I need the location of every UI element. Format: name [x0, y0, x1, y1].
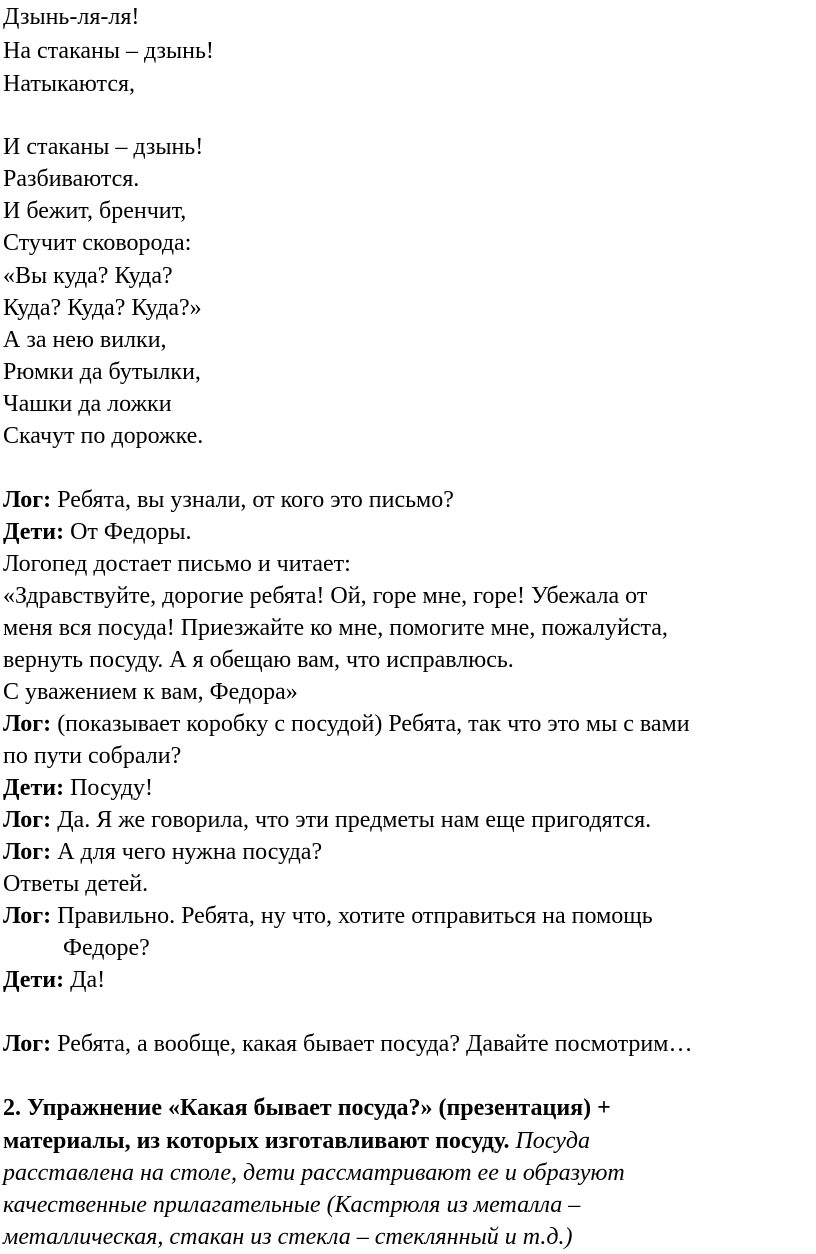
dialog-text: От Федоры. [64, 519, 192, 545]
exercise-description: Посуда [509, 1128, 591, 1154]
poem-line: И стаканы – дзынь! [3, 134, 204, 160]
letter-line: «Здравствуйте, дорогие ребята! Ой, горе мне, горе! Убежала от [3, 583, 648, 609]
speaker-label: Дети: [3, 967, 65, 993]
exercise-heading-part: материалы, из которых изготавливают посуду. [3, 1128, 510, 1154]
poem-line: Стучит сковорода: [3, 230, 192, 256]
dialog-line [3, 1029, 692, 1059]
dialog-line [3, 805, 651, 835]
speaker-label: Лог: [3, 839, 52, 865]
poem-line: Дзынь-ля-ля! [3, 4, 140, 30]
dialog-text: (показывает коробку с посудой) Ребята, так что это мы с вами [51, 711, 690, 737]
exercise-description: расставлена на столе, дети рассматривают ее и образуют [3, 1160, 625, 1186]
exercise-description: металлическая, стакан из стекла – стеклянный и т.д.) [3, 1224, 573, 1250]
poem-line: «Вы куда? Куда? [3, 263, 173, 289]
dialog-line [3, 965, 105, 995]
letter-line: вернуть посуду. А я обещаю вам, что исправлюсь. [3, 647, 514, 673]
dialog-text: А для чего нужна посуда? [51, 839, 323, 865]
dialog-line: Логопед достает письмо и читает: [3, 551, 351, 577]
poem-line: Скачут по дорожке. [3, 423, 204, 449]
speaker-label: Лог: [3, 711, 52, 737]
speaker-label: Дети: [3, 519, 65, 545]
poem-line: На стаканы – дзынь! [3, 38, 214, 64]
speaker-label: Лог: [3, 1031, 52, 1057]
poem-line: Натыкаются, [3, 71, 136, 97]
exercise-heading-line [3, 1126, 590, 1156]
poem-line: Рюмки да бутылки, [3, 359, 201, 385]
dialog-text: Ребята, вы узнали, от кого это письмо? [51, 487, 454, 513]
speaker-label: Лог: [3, 903, 52, 929]
poem-line: Разбиваются. [3, 166, 140, 192]
dialog-line [3, 773, 153, 803]
speaker-label: Лог: [3, 487, 52, 513]
poem-line: А за нею вилки, [3, 327, 167, 353]
exercise-description: качественные прилагательные (Кастрюля из металла – [3, 1192, 581, 1218]
dialog-line [3, 837, 322, 867]
dialog-line: Ответы детей. [3, 871, 149, 897]
dialog-text: Правильно. Ребята, ну что, хотите отправиться на помощь [51, 903, 653, 929]
dialog-line [3, 709, 690, 739]
speaker-label: Дети: [3, 775, 65, 801]
poem-line: Куда? Куда? Куда?» [3, 295, 202, 321]
dialog-text: Да! [64, 967, 106, 993]
dialog-text: Да. Я же говорила, что эти предметы нам еще пригодятся. [51, 807, 652, 833]
dialog-text: Посуду! [64, 775, 154, 801]
dialog-line: по пути собрали? [3, 743, 182, 769]
letter-line: С уважением к вам, Федора» [3, 679, 298, 705]
poem-line: Чашки да ложки [3, 391, 172, 417]
exercise-heading: 2. Упражнение «Какая бывает посуда?» (презентация) + [3, 1095, 611, 1121]
speaker-label: Лог: [3, 807, 52, 833]
dialog-line: Федоре? [63, 935, 150, 961]
dialog-line [3, 517, 192, 547]
dialog-text: Ребята, а вообще, какая бывает посуда? Давайте посмотрим… [51, 1031, 693, 1057]
dialog-line [3, 901, 653, 931]
dialog-line [3, 485, 454, 515]
letter-line: меня вся посуда! Приезжайте ко мне, помогите мне, пожалуйста, [3, 615, 668, 641]
poem-line: И бежит, бренчит, [3, 198, 187, 224]
